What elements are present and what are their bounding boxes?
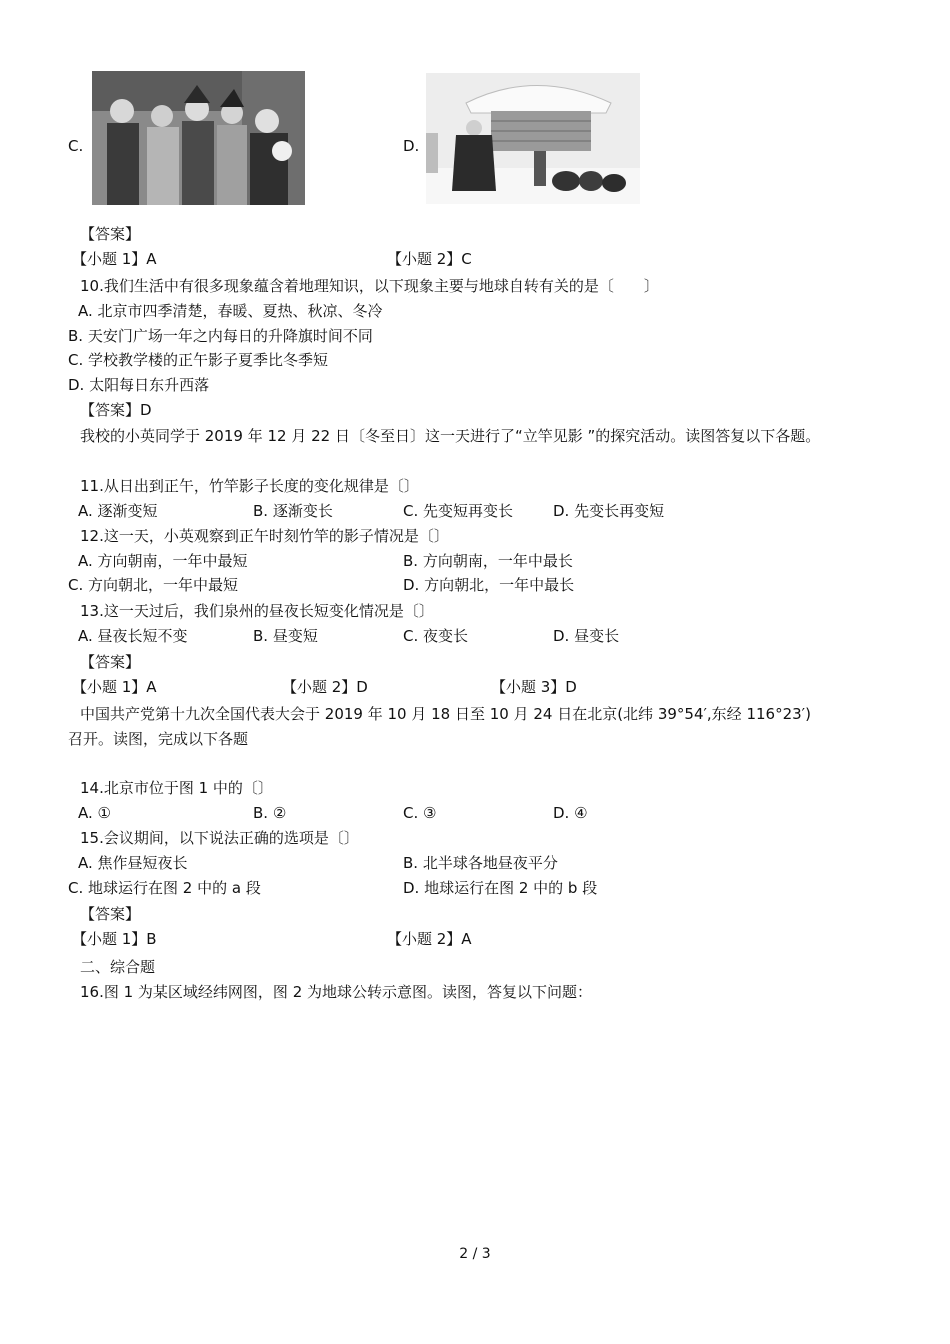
snow-cabin-photo <box>426 73 640 204</box>
answer-2-q2: 【小题 2】D <box>282 678 368 696</box>
q11-option-d: D. 先变长再变短 <box>553 502 665 520</box>
q16-stem: 16.图 1 为某区域经纬网图，图 2 为地球公转示意图。读图，答复以下问题： <box>80 983 593 1001</box>
section-heading: 二、综合题 <box>80 958 156 976</box>
q14-stem: 14.北京市位于图 1 中的〔〕 <box>80 779 273 797</box>
answer-heading-1: 【答案】 <box>80 225 141 243</box>
q15-option-c: C. 地球运行在图 2 中的 a 段 <box>68 879 261 897</box>
q12-option-d: D. 方向朝北，一年中最长 <box>403 576 575 594</box>
answer-3-q2: 【小题 2】A <box>387 930 472 948</box>
option-c-label: C. <box>68 137 84 155</box>
page-number: 2 / 3 <box>459 1246 491 1262</box>
q15-option-d: D. 地球运行在图 2 中的 b 段 <box>403 879 598 897</box>
q15-option-a: A. 焦作昼短夜长 <box>78 854 188 872</box>
q11-option-b: B. 逐渐变长 <box>253 502 333 520</box>
q13-option-a: A. 昼夜长短不变 <box>78 627 188 645</box>
q11-stem: 11.从日出到正午，竹竿影子长度的变化规律是〔〕 <box>80 477 419 495</box>
q12-option-a: A. 方向朝南，一年中最短 <box>78 552 248 570</box>
q10-answer: 【答案】D <box>80 401 152 419</box>
q15-stem: 15.会议期间，以下说法正确的选项是〔〕 <box>80 829 359 847</box>
answer-3-q1: 【小题 1】B <box>72 930 157 948</box>
answer-heading-3: 【答案】 <box>80 905 141 923</box>
q14-option-d: D. ④ <box>553 804 588 822</box>
intro-paragraph-3-line1: 中国共产党第十九次全国代表大会于 2019 年 10 月 18 日至 10 月 24 日在北京(北纬 39°54′,东经 116°23′) <box>80 705 811 723</box>
q10-option-d: D. 太阳每日东升西落 <box>68 376 210 394</box>
crowd-photo <box>92 71 305 205</box>
q12-stem: 12.这一天，小英观察到正午时刻竹竿的影子情况是〔〕 <box>80 527 449 545</box>
q12-option-c: C. 方向朝北，一年中最短 <box>68 576 239 594</box>
q13-option-d: D. 昼变长 <box>553 627 620 645</box>
q13-option-b: B. 昼变短 <box>253 627 318 645</box>
q10-stem: 10.我们生活中有很多现象蕴含着地理知识，以下现象主要与地球自转有关的是〔 〕 <box>80 277 659 295</box>
q10-option-a: A. 北京市四季清楚，春暖、夏热、秋凉、冬冷 <box>78 302 383 320</box>
q13-option-c: C. 夜变长 <box>403 627 469 645</box>
q12-option-b: B. 方向朝南，一年中最长 <box>403 552 573 570</box>
option-d-label: D. <box>403 137 420 155</box>
q15-option-b: B. 北半球各地昼夜平分 <box>403 854 558 872</box>
q14-option-a: A. ① <box>78 804 111 822</box>
q14-option-b: B. ② <box>253 804 287 822</box>
answer-2-q1: 【小题 1】A <box>72 678 157 696</box>
q14-option-c: C. ③ <box>403 804 437 822</box>
q11-option-a: A. 逐渐变短 <box>78 502 158 520</box>
answer-1-q2: 【小题 2】C <box>387 250 472 268</box>
answer-1-q1: 【小题 1】A <box>72 250 157 268</box>
intro-paragraph-2: 我校的小英同学于 2019 年 12 月 22 日〔冬至日〕这一天进行了“立竿见影 ”的探究活动。读图答复以下各题。 <box>80 427 821 445</box>
q13-stem: 13.这一天过后，我们泉州的昼夜长短变化情况是〔〕 <box>80 602 434 620</box>
q10-option-c: C. 学校教学楼的正午影子夏季比冬季短 <box>68 351 329 369</box>
q11-option-c: C. 先变短再变长 <box>403 502 514 520</box>
answer-heading-2: 【答案】 <box>80 653 141 671</box>
q10-option-b: B. 天安门广场一年之内每日的升降旗时间不同 <box>68 327 373 345</box>
answer-2-q3: 【小题 3】D <box>491 678 577 696</box>
intro-paragraph-3-line2: 召开。读图，完成以下各题 <box>68 730 249 748</box>
